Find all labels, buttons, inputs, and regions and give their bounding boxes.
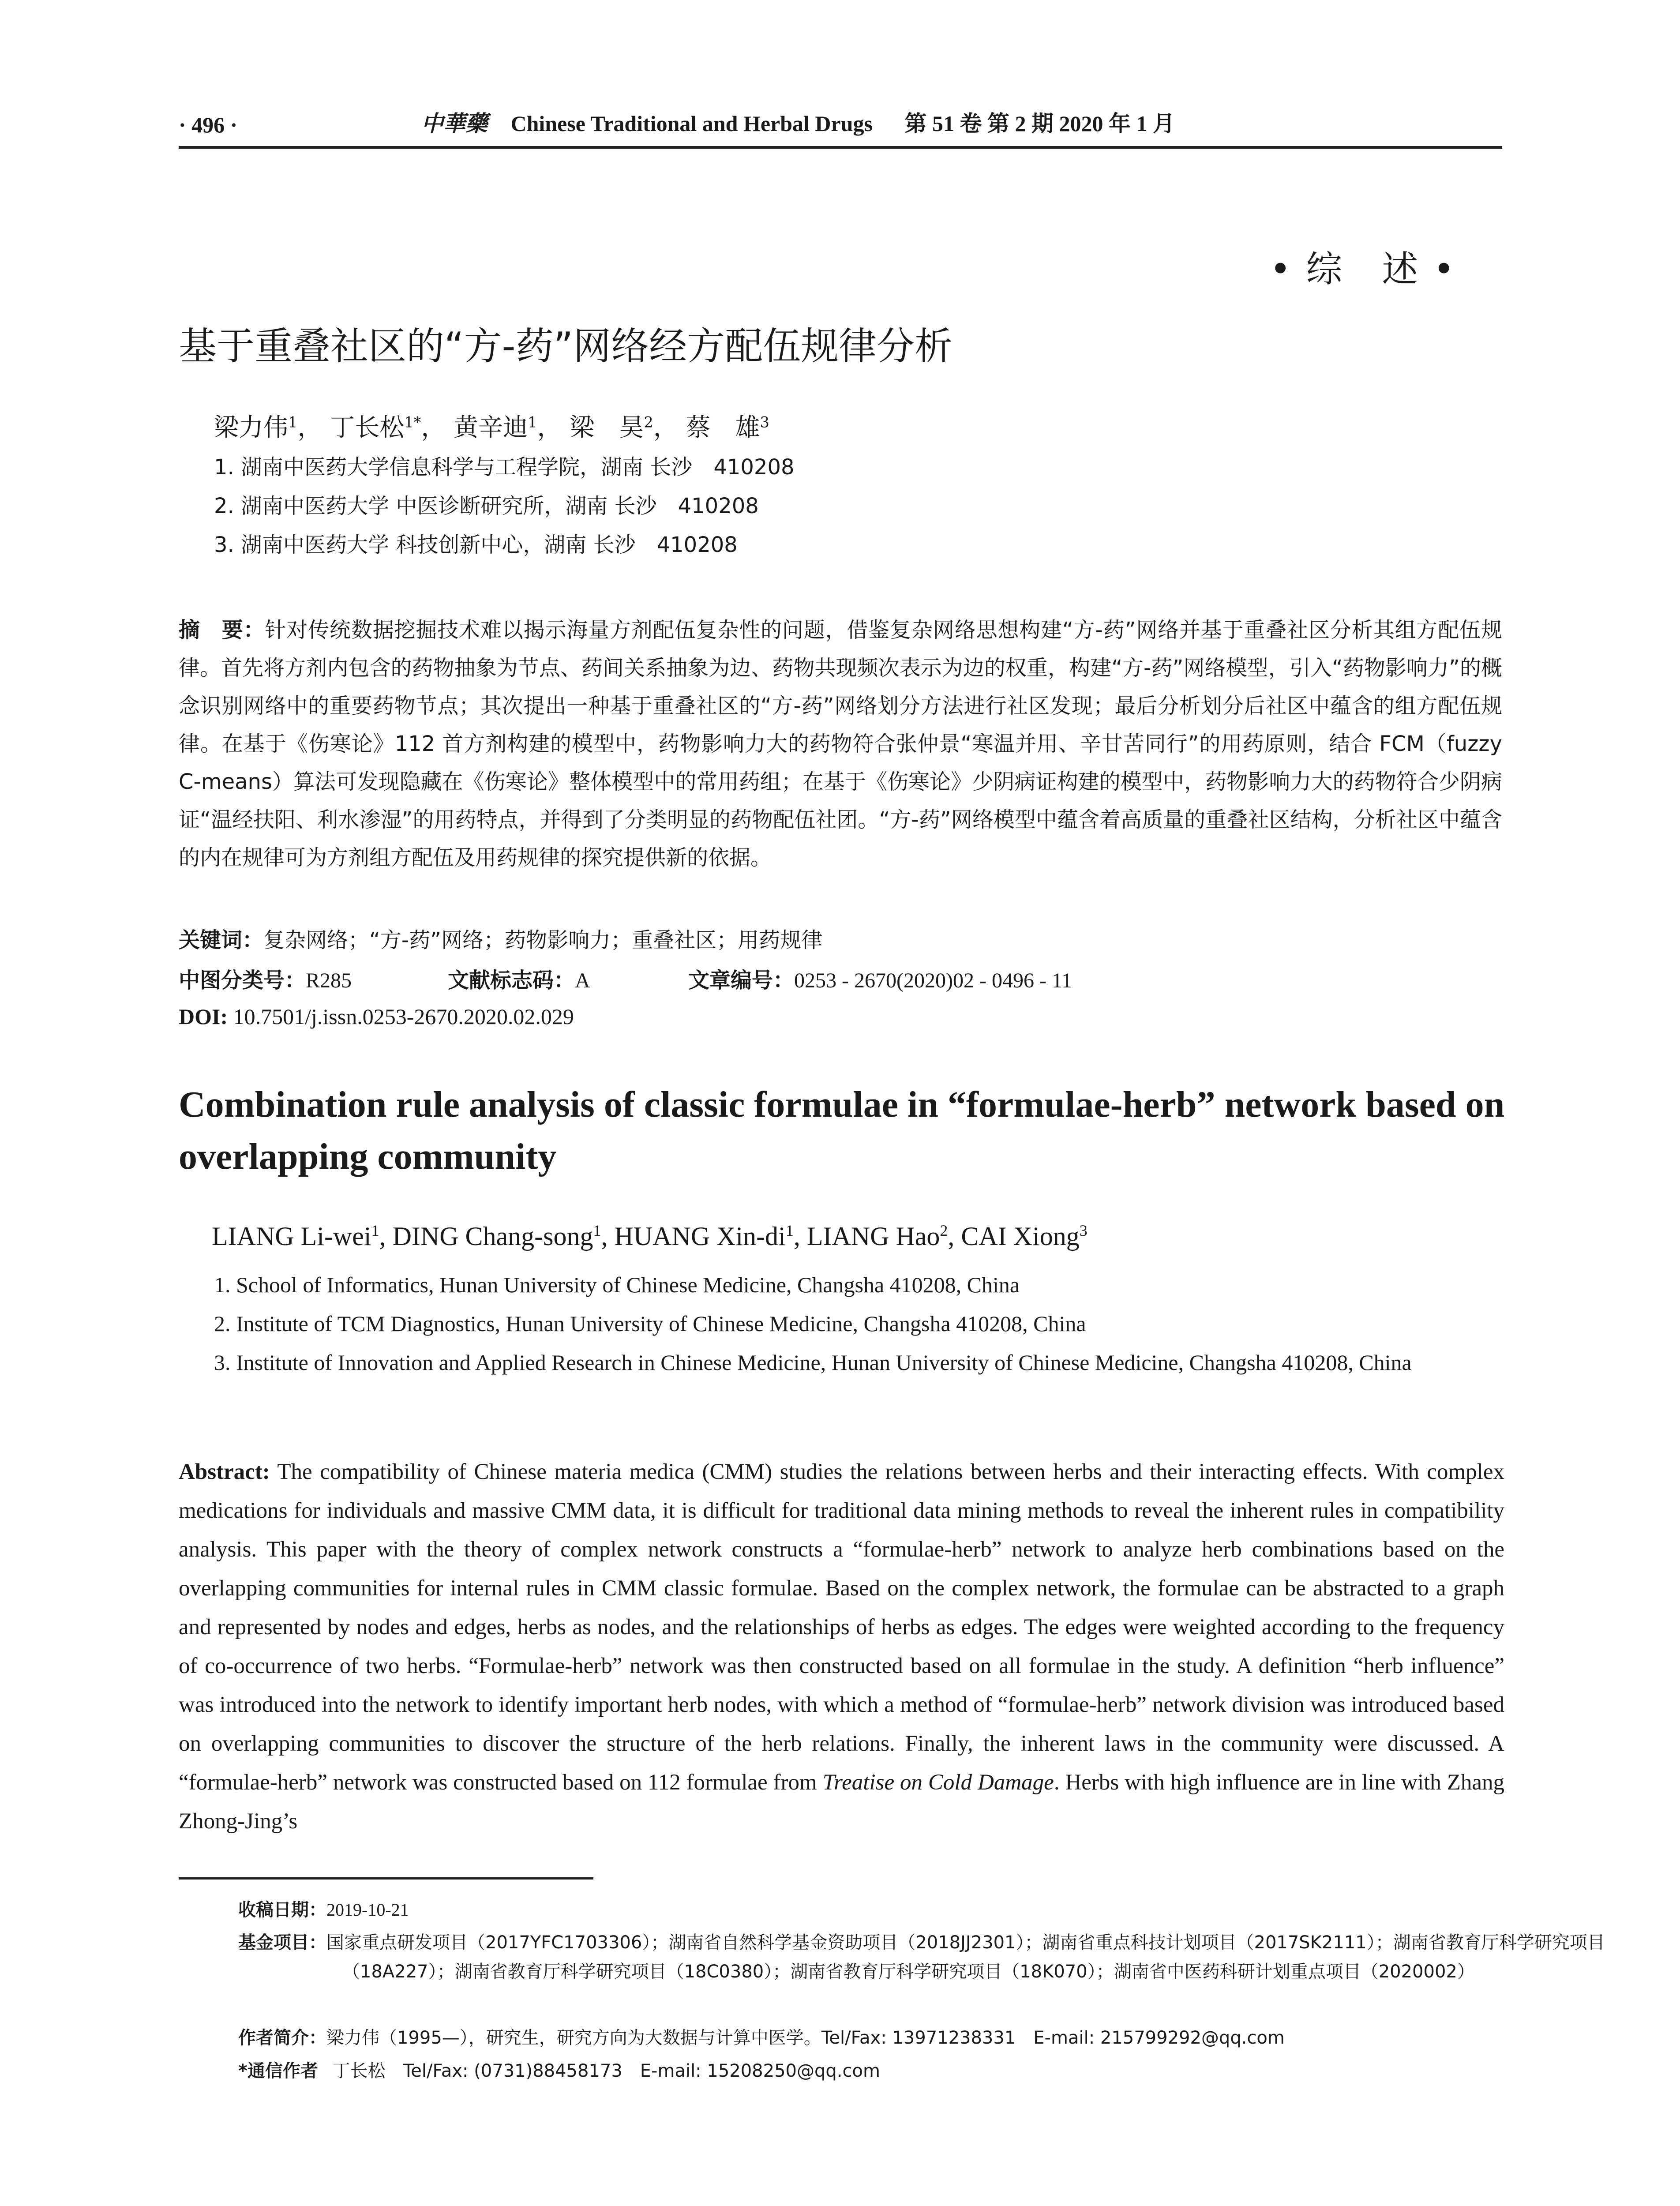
author-bio-label: 作者简介：: [238, 2028, 326, 2048]
abstract-en-italic: Treatise on Cold Damage: [822, 1770, 1054, 1795]
article-number: [688, 963, 1072, 994]
affiliation-en-3: 3. Institute of Innovation and Applied Research in Chinese Medicine, Hunan University of Chinese Medicine, Changsha 410208, China: [214, 1350, 1412, 1375]
journal-name-en: Chinese Traditional and Herbal Drugs: [510, 111, 873, 136]
document-code: [448, 963, 590, 994]
author-cn: 梁 昊: [570, 413, 644, 442]
clc-label: 中图分类号：: [179, 968, 306, 993]
affiliation-cn-2: 2. 湖南中医药大学 中医诊断研究所，湖南 长沙 410208: [214, 494, 759, 518]
footnote-received: [238, 1895, 409, 1925]
keywords-label: 关键词：: [179, 928, 264, 953]
author-cn: 黄辛迪: [454, 413, 528, 442]
keywords-text: 复杂网络；“方-药”网络；药物影响力；重叠社区；用药规律: [263, 928, 823, 953]
author-en: HUANG Xin-di: [614, 1222, 786, 1251]
author-en: LIANG Hao: [806, 1222, 940, 1251]
abstract-en-text-tail: . Herbs with high influence are in line with Zhang Zhong-Jing’s: [179, 1770, 1504, 1834]
corresponding-value: 丁长松 Tel/Fax: (0731)88458173 E-mail: 15208250@qq.com: [332, 2061, 880, 2081]
abstract-cn-label: 摘 要：: [179, 618, 265, 642]
author-sup: 1: [528, 413, 537, 431]
author-sup: 1: [785, 1222, 794, 1239]
section-tag: • 综 述 •: [1270, 248, 1456, 290]
author-en: LIANG Li-wei: [212, 1222, 371, 1251]
article-number-value: 0253 - 2670(2020)02 - 0496 - 11: [794, 969, 1072, 992]
affiliation-en-1: 1. School of Informatics, Hunan University of Chinese Medicine, Changsha 410208, China: [214, 1272, 1020, 1297]
fund-value: 国家重点研发项目（2017YFC1703306）；湖南省自然科学基金资助项目（2018JJ2301）；湖南省重点科技计划项目（2017SK2111）；湖南省教育厅科学研究项目（18A227）；湖南省教育厅科学研究项目（18C0380）；湖南省教育厅科学研究项目（18K070）；湖南省中医药科研计划重点项目（2020002）: [326, 1932, 1605, 1982]
footnote-author: [238, 2023, 1285, 2053]
author-sup: 1*: [404, 413, 421, 431]
abstract-cn-text: 针对传统数据挖掘技术难以揭示海量方剂配伍复杂性的问题，借鉴复杂网络思想构建“方-药”网络并基于重叠社区分析其组方配伍规律。首先将方剂内包含的药物抽象为节点、药间关系抽象为边、药物共现频次表示为边的权重，构建“方-药”网络模型，引入“药物影响力”的概念识别网络中的重要药物节点；其次提出一种基于重叠社区的“方-药”网络划分方法进行社区发现；最后分析划分后社区中蕴含的组方配伍规律。在基于《伤寒论》112 首方剂构建的模型中，药物影响力大的药物符合张仲景“寒温并用、辛甘苦同行”的用药原则，结合 FCM（fuzzy C-means）算法可发现隐藏在《伤寒论》整体模型中的常用药组；在基于《伤寒论》少阴病证构建的模型中，药物影响力大的药物符合少阴病证“温经扶阳、利水渗湿”的用药特点，并得到了分类明显的药物配伍社团。“方-药”网络模型中蕴含着高质量的重叠社区结构，分析社区中蕴含的内在规律可为方剂组方配伍及用药规律的探究提供新的依据。: [179, 618, 1502, 870]
author-en: CAI Xiong: [961, 1222, 1080, 1251]
title-en: Combination rule analysis of classic formulae in “formulae-herb” network based on overlapping community: [179, 1084, 1505, 1177]
journal-name-cn: 中華藥: [421, 111, 488, 136]
doi-value: 10.7501/j.issn.0253-2670.2020.02.029: [233, 1004, 574, 1029]
document-code-label: 文献标志码：: [448, 968, 575, 993]
footnote-rule: [179, 1877, 593, 1880]
doi-label: DOI:: [179, 1004, 228, 1029]
keywords-cn: [179, 923, 822, 953]
page-number: · 496 ·: [179, 113, 238, 137]
authors-en: LIANG Li-wei$^1$, DING Chang-song$^1$, HUANG Xin-$di^1$, LIANG Hao$^2$, CAI Xiong$^3$: [212, 1222, 1088, 1251]
author-sup: 2: [940, 1222, 948, 1239]
document-code-value: A: [575, 969, 590, 992]
journal-title: [421, 106, 1175, 138]
author-cn: 蔡 雄: [686, 413, 760, 442]
author-cn: 丁长松: [330, 413, 405, 442]
footnote-corresponding: [238, 2056, 880, 2086]
clc-number: [179, 963, 352, 994]
clc-value: R285: [306, 969, 352, 992]
article-number-label: 文章编号：: [688, 968, 795, 993]
abstract-cn: [179, 611, 1502, 877]
affiliation-cn-1: 1. 湖南中医药大学信息科学与工程学院，湖南 长沙 410208: [214, 455, 795, 480]
authors-cn: 梁力伟$^1$， 丁长松$^{1*}$， 黄辛迪$^1$， 梁 昊$^2$， 蔡 雄$^3$: [214, 413, 769, 442]
author-sup: 1: [371, 1222, 379, 1239]
received-label: 收稿日期：: [238, 1900, 326, 1920]
title-cn: 基于重叠社区的“方-药”网络经方配伍规律分析: [179, 324, 953, 368]
affiliation-en-2: 2. Institute of TCM Diagnostics, Hunan University of Chinese Medicine, Changsha 410208, China: [214, 1311, 1086, 1336]
fund-label: 基金项目：: [238, 1932, 326, 1953]
doi: [179, 1004, 574, 1029]
affiliation-cn-3: 3. 湖南中医药大学 科技创新中心，湖南 长沙 410208: [214, 533, 738, 557]
author-sup: 3: [760, 413, 769, 431]
author-sup: 2: [644, 413, 653, 431]
abstract-en: [179, 1452, 1504, 1841]
received-value: 2019-10-21: [326, 1900, 409, 1920]
author-cn: 梁力伟: [214, 413, 288, 442]
author-sup: 1: [593, 1222, 601, 1239]
header-rule: [179, 146, 1502, 149]
author-sup: 3: [1079, 1222, 1088, 1239]
footnote-fund: [238, 1928, 1613, 1986]
author-bio-value: 梁力伟（1995—），研究生，研究方向为大数据与计算中医学。Tel/Fax: 13971238331 E-mail: 215799292@qq.com: [326, 2028, 1285, 2048]
author-sup: 1: [288, 413, 298, 431]
abstract-en-text: The compatibility of Chinese materia medica (CMM) studies the relations between herbs and their interacting effects. With complex medications for individuals and massive CMM data, it is difficult for traditional data mining methods to reveal the inherent rules in compatibility analysis. This paper with the theory of complex network constructs a “formulae-herb” network to analyze herb combinations based on the overlapping communities for internal rules in CMM classic formulae. Based on the complex network, the formulae can be abstracted to a graph and represented by nodes and edges, herbs as nodes, and the relationships of herbs as edges. The edges were weighted according to the frequency of co-occurrence of two herbs. “Formulae-herb” network was then constructed based on all formulae in the study. A definition “herb influence” was introduced into the network to identify important herb nodes, with which a method of “formulae-herb” network division was introduced based on overlapping communities to discover the structure of the herb relations. Finally, the inherent laws in the community were discussed. A “formulae-herb” network was constructed based on 112 formulae from: [179, 1459, 1504, 1795]
author-en: DING Chang-song: [392, 1222, 593, 1251]
issue-info: 第 51 卷 第 2 期 2020 年 1 月: [904, 111, 1175, 136]
abstract-en-label: Abstract:: [179, 1459, 270, 1484]
corresponding-label: *通信作者: [238, 2061, 318, 2081]
